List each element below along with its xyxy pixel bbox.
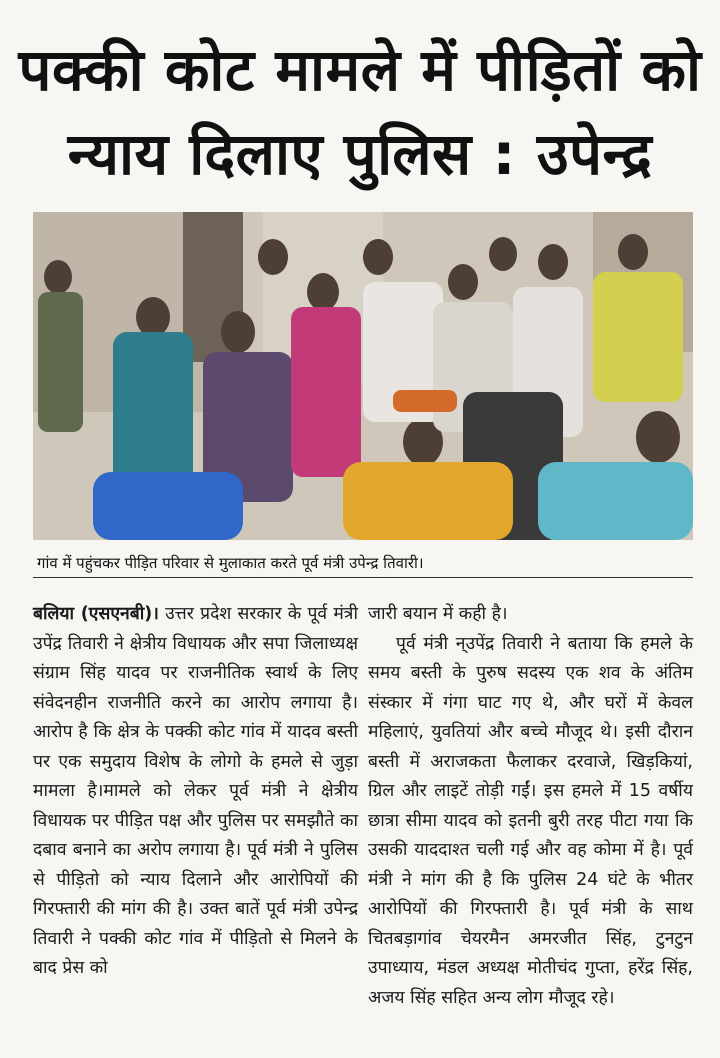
headline xyxy=(0,28,720,196)
dateline: बलिया (एसएनबी)। xyxy=(33,604,159,624)
headline-line-1: पक्की कोट मामले में पीड़ितों को xyxy=(18,36,702,104)
article-column-2 xyxy=(368,600,693,1013)
article-col1-text: उत्तर प्रदेश सरकार के पूर्व मंत्री उपेंद्र तिवारी ने क्षेत्रीय विधायक और सपा जिलाध्यक्ष संग्राम सिंह यादव पर राजनीतिक स्वार्थ के लिए संवेदनहीन राजनीति करने का आरोप लगाया है। आरोप है कि क्षेत्र के पक्की कोट गांव में यादव बस्ती पर एक समुदाय विशेष के लोगो के हमले से जुड़ा मामला है।मामले को लेकर पूर्व मंत्री ने क्षेत्रीय विधायक पर पीड़ित पक्ष और पुलिस पर समझौते का दबाव बनाने का अरोप लगाया है। पूर्व मंत्री ने पुलिस से पीड़ितो को न्याय दिलाने और आरोपियों की गिरफ्तारी की मांग की है। उक्त बातें पूर्व मंत्री उपेन्द्र तिवारी ने पक्की कोट गांव में पीड़ितो से मिलने के बाद प्रेस को xyxy=(33,604,358,978)
article-paragraph-2: पूर्व मंत्री न्उपेंद्र तिवारी ने बताया कि हमले के समय बस्ती के पुरुष सदस्य एक शव के अंतिम संस्कार में गंगा घाट गए थे, और घरों में केवल महिलाएं, युवतियां और बच्चे मौजूद थे। इसी दौरान बस्ती में अराजकता फैलाकर दरवाजे, खिड़कियां, ग्रिल और लाइटें तोड़ी गईं। इस हमले में 15 वर्षीय छात्रा सीमा यादव को इतनी बुरी तरह पीटा गया कि उसकी याददाश्त चली गई और वह कोमा में है। पूर्व मंत्री ने मांग की है कि पुलिस 24 घंटे के भीतर आरोपियों की गिरफ्तारी है। पूर्व मंत्री के साथ चितबड़ागांव चेयरमैन अमरजीत सिंह, टुनटुन उपाध्याय, मंडल अध्यक्ष मोतीचंद गुप्ता, हरेंद्र सिंह, अजय सिंह सहित अन्य लोग मौजूद रहे। xyxy=(368,633,693,1008)
headline-line-2: न्याय दिलाए पुलिस : उपेन्द्र xyxy=(67,120,653,188)
article-column-1 xyxy=(33,600,358,984)
article-paragraph-1-continued: जारी बयान में कही है। xyxy=(368,604,508,624)
photo-caption: गांव में पहुंचकर पीड़ित परिवार से मुलाकात करते पूर्व मंत्री उपेन्द्र तिवारी। xyxy=(33,548,693,578)
news-photo xyxy=(33,212,693,540)
article-paragraph-1 xyxy=(33,600,358,984)
news-photo-illustration xyxy=(33,212,693,540)
